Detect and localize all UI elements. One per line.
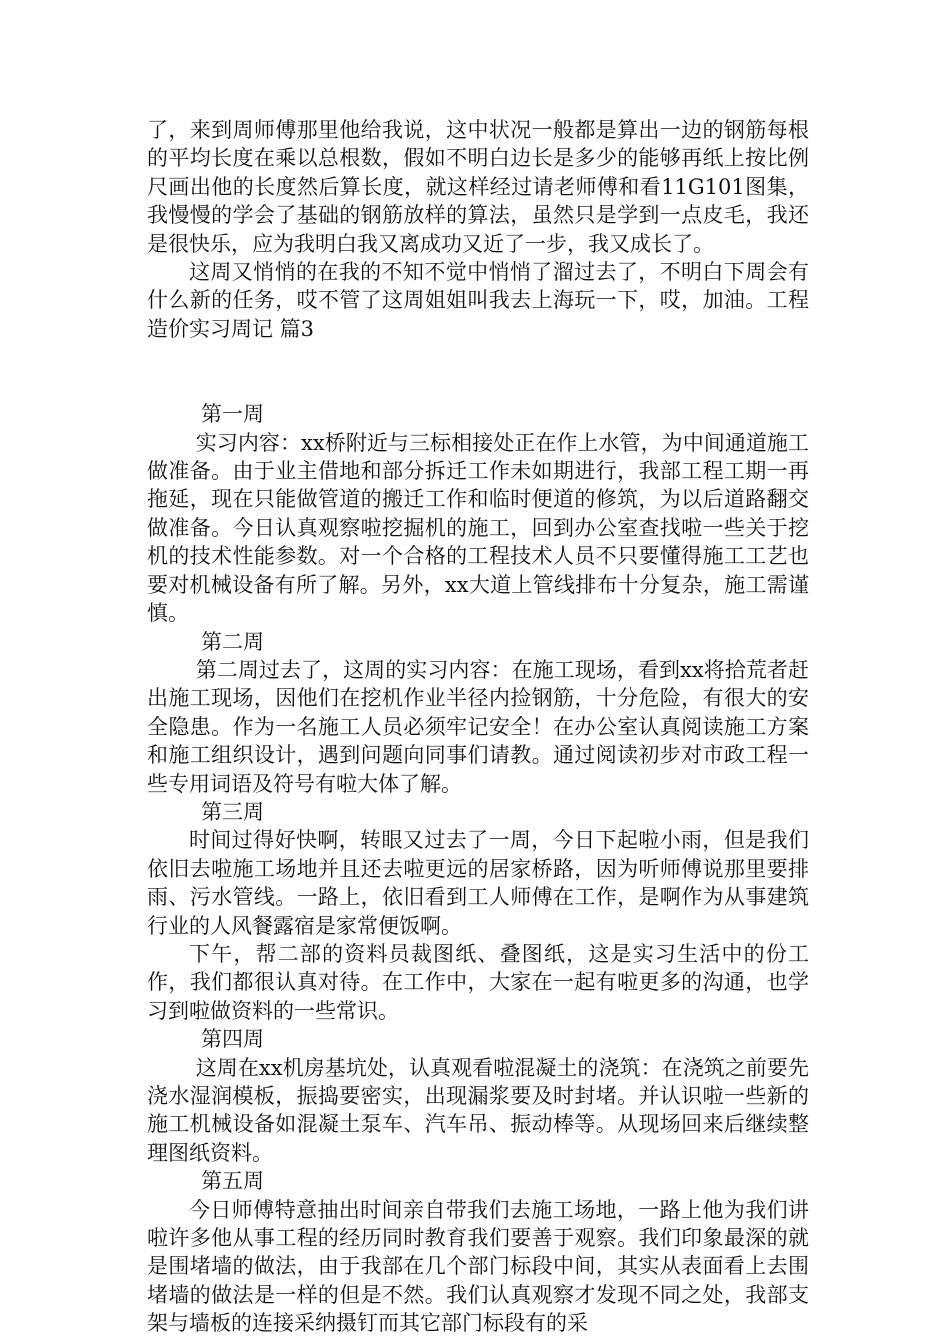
week-heading: 第二周	[201, 629, 264, 654]
paragraph: 下午，帮二部的资料员裁图纸、叠图纸，这是实习生活中的份工作，我们都很认真对待。在工作中，大家在一起有啦更多的沟通，也学习到啦做资料的一些常识。	[147, 941, 809, 1023]
paragraph: 了，来到周师傅那里他给我说，这中状况一般都是算出一边的钢筋每根的平均长度在乘以总根数，假如不明白边长是多少的能够再纸上按比例尺画出他的长度然后算长度，就这样经过请老师傅和看11G101图集，我慢慢的学会了基础的钢筋放样的算法，虽然只是学到一点皮毛，我还是很快乐，应为我明白我又离成功又近了一步，我又成长了。	[147, 118, 809, 256]
section-gap	[147, 343, 809, 400]
document-page	[147, 116, 809, 1338]
week-heading: 第一周	[201, 402, 264, 427]
paragraph: 第二周过去了，这周的实习内容：在施工现场，看到xx将拾荒者赶出施工现场，因他们在挖机作业半径内捡钢筋，十分危险，有很大的安全隐患。作为一名施工人员必须牢记安全！在办公室认真阅读施工方案和施工组织设计，遇到问题向同事们请教。通过阅读初步对市政工程一些专用词语及符号有啦大体了解。	[147, 657, 809, 796]
week-heading: 第五周	[201, 1169, 264, 1194]
week-heading: 第三周	[201, 799, 264, 824]
paragraph: 这周在xx机房基坑处，认真观看啦混凝土的浇筑：在浇筑之前要先浇水湿润模板，振捣要密实，出现漏浆要及时封堵。并认识啦一些新的施工机械设备如混凝土泵车、汽车吊、振动棒等。从现场回来后继续整理图纸资料。	[147, 1055, 809, 1165]
paragraph: 今日师傅特意抽出时间亲自带我们去施工场地，一路上他为我们讲啦许多他从事工程的经历同时教育我们要善于观察。我们印象最深的就是围堵墙的做法，由于我部在几个部门标段中间，其实从表面看上去围堵墙的做法是一样的但是不然。我们认真观察才发现不同之处，我部支架与墙板的连接采纳摄钉而其它部门标段有的采	[147, 1197, 809, 1336]
paragraph: 这周又悄悄的在我的不知不觉中悄悄了溜过去了，不明白下周会有什么新的任务，哎不管了这周姐姐叫我去上海玩一下，哎，加油。工程造价实习周记 篇3	[147, 260, 809, 341]
week-heading: 第四周	[201, 1027, 264, 1052]
paragraph: 时间过得好快啊，转眼又过去了一周，今日下起啦小雨，但是我们依旧去啦施工场地并且还去啦更远的居家桥路，因为听师傅说那里要排雨、污水管线。一路上，依旧看到工人师傅在工作，是啊作为从事建筑行业的人风餐露宿是家常便饭啊。	[147, 828, 809, 938]
paragraph: 实习内容：xx桥附近与三标相接处正在作上水管，为中间通道施工做准备。由于业主借地和部分拆迁工作未如期进行，我部工程工期一再拖延，现在只能做管道的搬迁工作和临时便道的修筑，为以后道路翻交做准备。今日认真观察啦挖掘机的施工，回到办公室查找啦一些关于挖机的技术性能参数。对一个合格的工程技术人员不只要懂得施工工艺也要对机械设备有所了解。另外，xx大道上管线排布十分复杂，施工需谨慎。	[147, 430, 809, 626]
